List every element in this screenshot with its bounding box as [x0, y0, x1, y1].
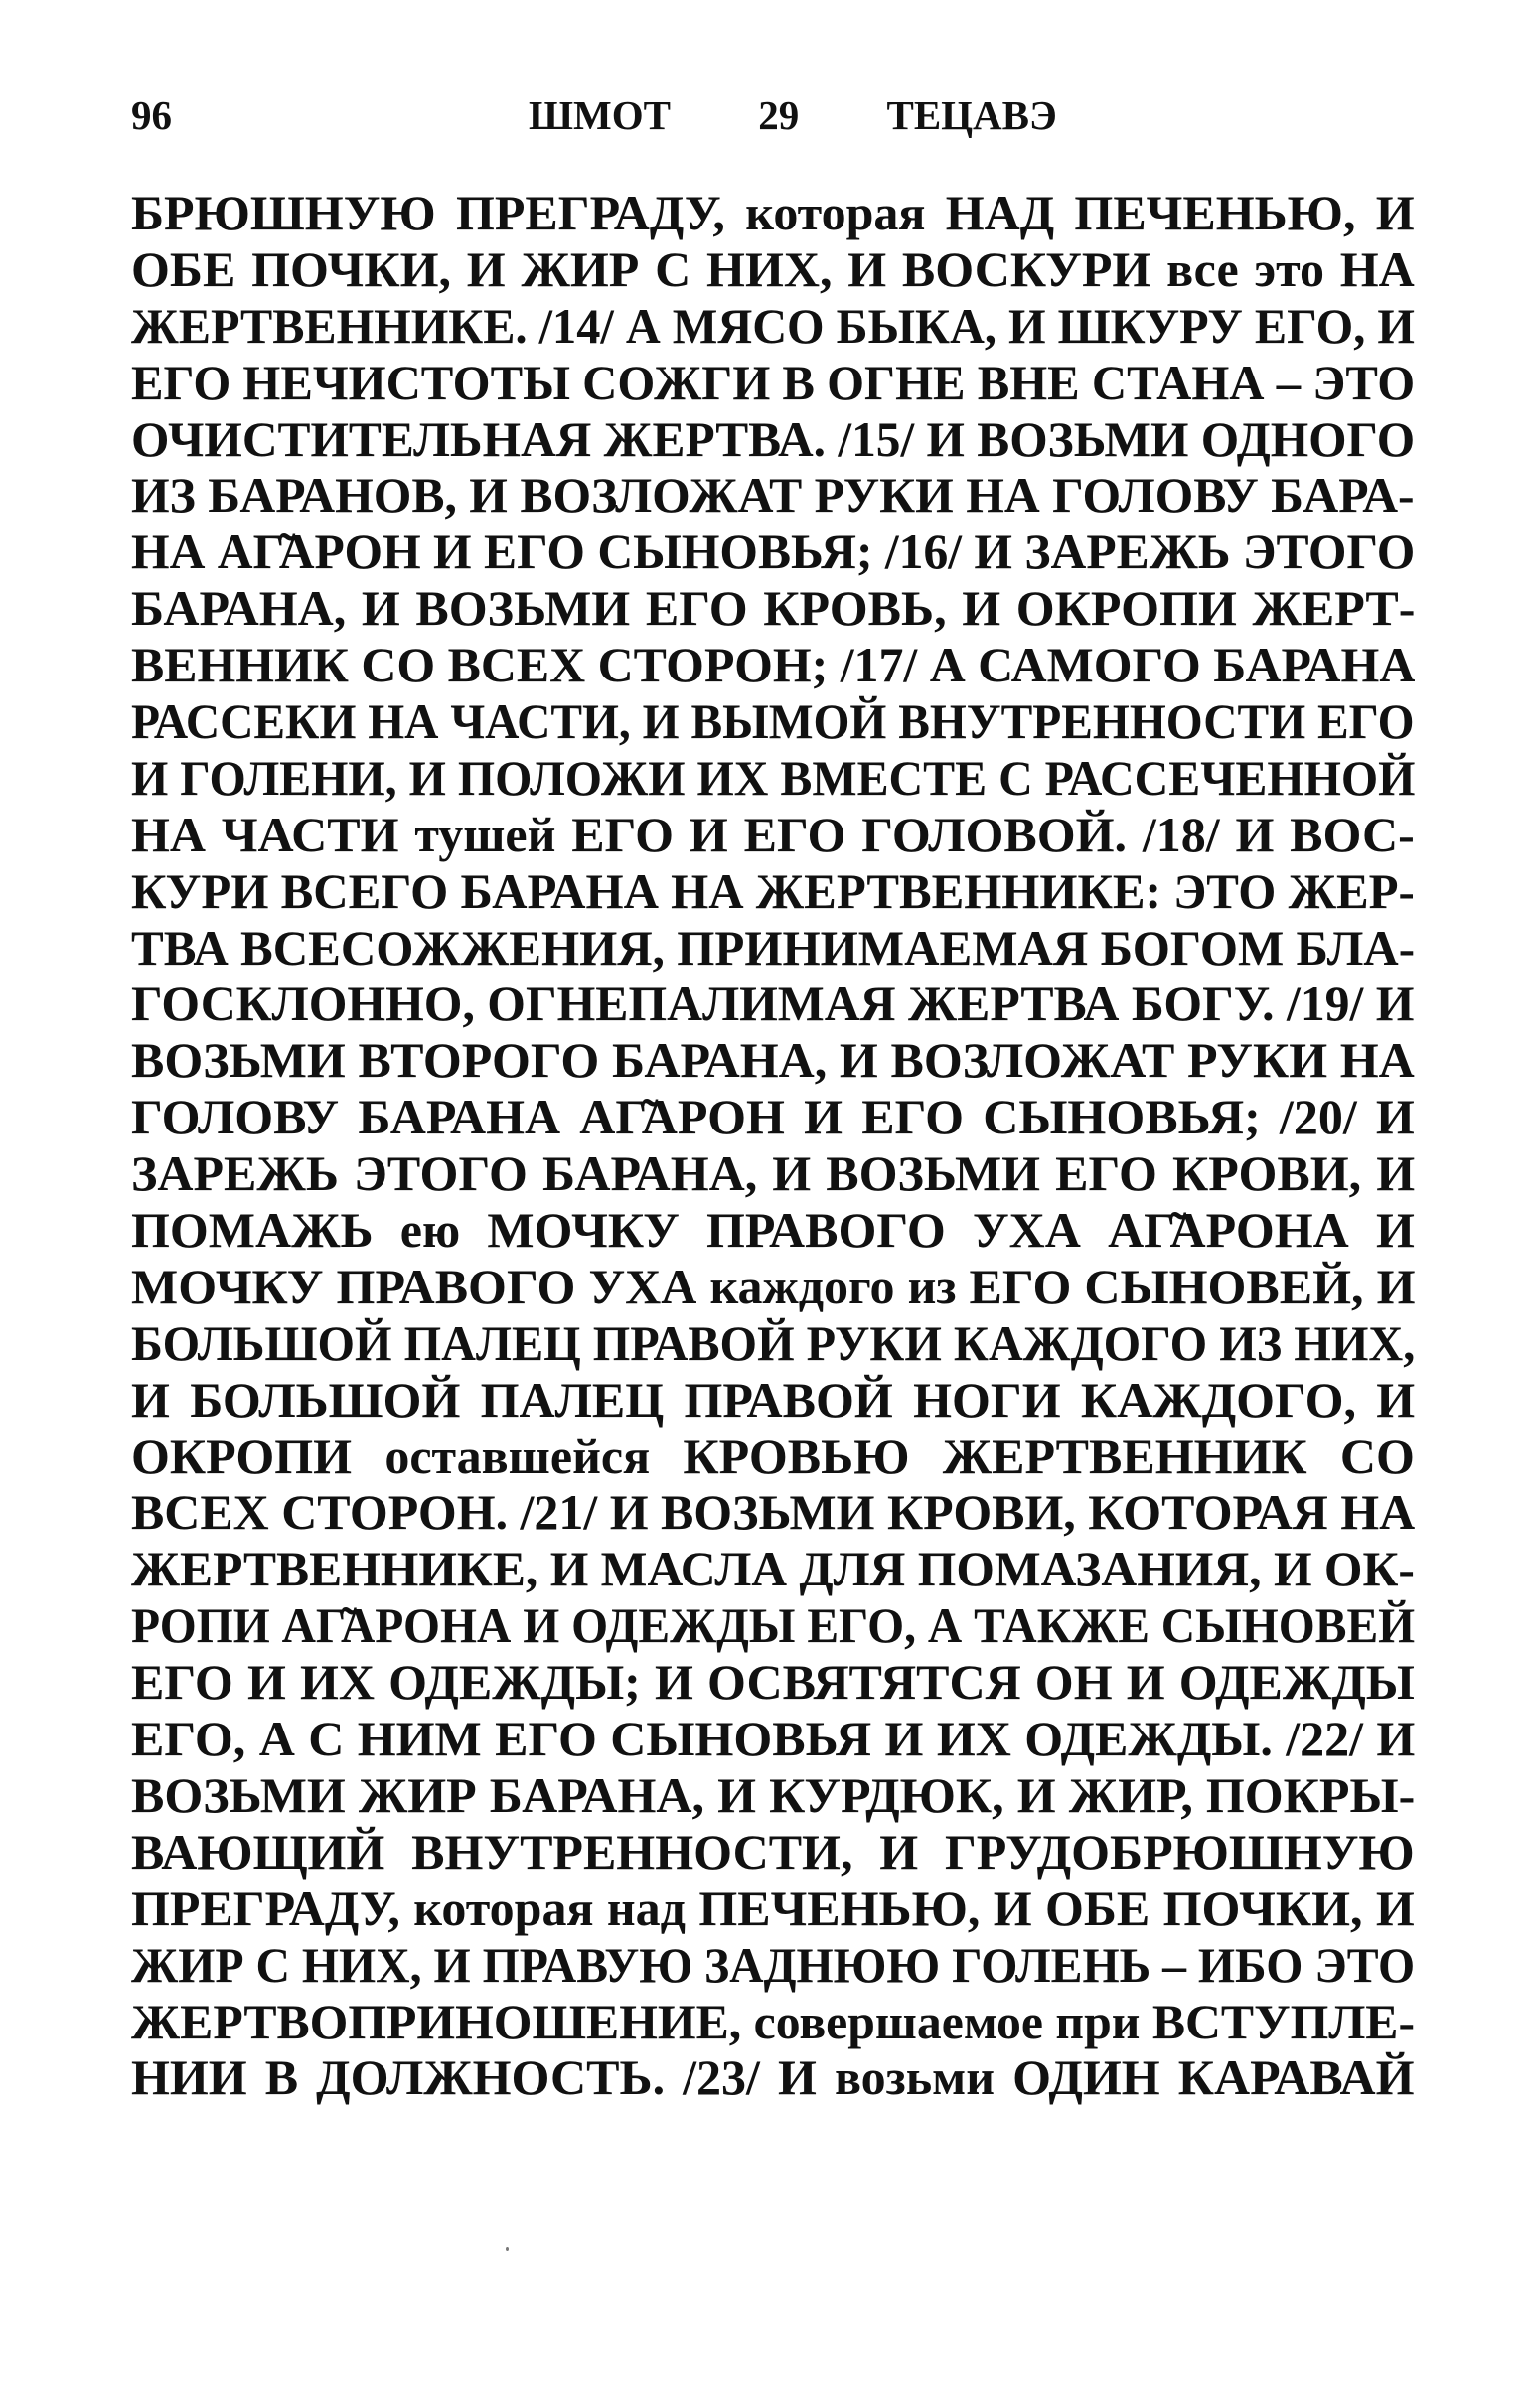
text-line: ВАЮЩИЙ ВНУТРЕННОСТИ, И ГРУДОБРЮШНУЮ	[131, 1823, 1415, 1880]
text-line: И ГОЛЕНИ, И ПОЛОЖИ ИХ ВМЕСТЕ С РАССЕЧЕННОЙ	[131, 749, 1416, 806]
text-line: ЖЕРТВЕННИКЕ. /14/ А МЯСО БЫКА, И ШКУРУ ЕГО, И	[131, 297, 1415, 354]
text-line: ОБЕ ПОЧКИ, И ЖИР С НИХ, И ВОСКУРИ все это НА	[131, 240, 1415, 297]
text-line: ГОСКЛОННО, ОГНЕПАЛИМАЯ ЖЕРТВА БОГУ. /19/ И	[131, 976, 1415, 1032]
text-line: ЕГО НЕЧИСТОТЫ СОЖГИ В ОГНЕ ВНЕ СТАНА – ЭТО	[131, 354, 1416, 410]
text-line: ВЕННИК СО ВСЕХ СТОРОН; /17/ А САМОГО БАРАНА	[131, 637, 1415, 693]
text-line: ВОЗЬМИ ЖИР БАРАНА, И КУРДЮК, И ЖИР, ПОКРЫ-	[131, 1766, 1415, 1823]
page-number: 96	[131, 92, 172, 138]
print-speck	[506, 2247, 509, 2251]
text-line: ВСЕХ СТОРОН. /21/ И ВОЗЬМИ КРОВИ, КОТОРАЯ НА	[131, 1484, 1416, 1541]
text-line: ВОЗЬМИ ВТОРОГО БАРАНА, И ВОЗЛОЖАТ РУКИ НА	[131, 1032, 1415, 1089]
text-line: ЖЕРТВЕННИКЕ, И МАСЛА ДЛЯ ПОМАЗАНИЯ, И ОК-	[131, 1541, 1415, 1597]
parasha-name: ТЕЦАВЭ	[886, 92, 1057, 138]
text-line: КУРИ ВСЕГО БАРАНА НА ЖЕРТВЕННИКЕ: ЭТО ЖЕР-	[131, 862, 1415, 919]
text-line: МОЧКУ ПРАВОГО УХА каждого из ЕГО СЫНОВЕЙ, И	[131, 1258, 1415, 1314]
text-line: ИЗ БАРАНОВ, И ВОЗЛОЖАТ РУКИ НА ГОЛОВУ БАРА-	[131, 467, 1415, 524]
text-line: НА ЧАСТИ тушей ЕГО И ЕГО ГОЛОВОЙ. /18/ И ВОС-	[131, 806, 1415, 862]
text-line: ЗАРЕЖЬ ЭТОГО БАРАНА, И ВОЗЬМИ ЕГО КРОВИ, И	[131, 1145, 1415, 1202]
text-line: ПОМАЖЬ ею МОЧКУ ПРАВОГО УХА АГ̃АРОНА И	[131, 1202, 1415, 1259]
text-line: ТВА ВСЕСОЖЖЕНИЯ, ПРИНИМАЕМАЯ БОГОМ БЛА-	[131, 919, 1415, 976]
text-line: И БОЛЬШОЙ ПАЛЕЦ ПРАВОЙ НОГИ КАЖДОГО, И	[131, 1371, 1415, 1428]
text-line: ЖЕРТВОПРИНОШЕНИЕ, совершаемое при ВСТУПЛЕ-	[131, 1993, 1415, 2049]
text-line: ОЧИСТИТЕЛЬНАЯ ЖЕРТВА. /15/ И ВОЗЬМИ ОДНОГО	[131, 410, 1416, 467]
text-line: ЕГО И ИХ ОДЕЖДЫ; И ОСВЯТЯТСЯ ОН И ОДЕЖДЫ	[131, 1654, 1415, 1711]
running-header	[131, 85, 1413, 145]
text-line: БРЮШНУЮ ПРЕГРАДУ, которая НАД ПЕЧЕНЬЮ, И	[131, 185, 1415, 240]
text-line: БОЛЬШОЙ ПАЛЕЦ ПРАВОЙ РУКИ КАЖДОГО ИЗ НИХ,	[131, 1314, 1416, 1371]
text-line: РОПИ АГ̃АРОНА И ОДЕЖДЫ ЕГО, А ТАКЖЕ СЫНОВЕЙ	[131, 1597, 1416, 1654]
running-title	[529, 85, 1057, 145]
chapter-number: 29	[758, 92, 800, 138]
body-text	[131, 185, 1415, 2106]
text-line: НА АГ̃АРОН И ЕГО СЫНОВЬЯ; /16/ И ЗАРЕЖЬ ЭТОГО	[131, 524, 1416, 580]
text-line: ГОЛОВУ БАРАНА АГ̃АРОН И ЕГО СЫНОВЬЯ; /20/ И	[131, 1089, 1415, 1145]
text-line: ПРЕГРАДУ, которая над ПЕЧЕНЬЮ, И ОБЕ ПОЧКИ, И	[131, 1880, 1415, 1936]
text-line: НИИ В ДОЛЖНОСТЬ. /23/ И возьми ОДИН КАРАВАЙ	[131, 2049, 1415, 2106]
text-line: ЖИР С НИХ, И ПРАВУЮ ЗАДНЮЮ ГОЛЕНЬ – ИБО ЭТО	[131, 1936, 1415, 1993]
text-line: БАРАНА, И ВОЗЬМИ ЕГО КРОВЬ, И ОКРОПИ ЖЕРТ-	[131, 580, 1415, 637]
text-line: ОКРОПИ оставшейся КРОВЬЮ ЖЕРТВЕННИК СО	[131, 1428, 1415, 1484]
book-name: ШМОТ	[529, 92, 671, 138]
text-line: РАССЕКИ НА ЧАСТИ, И ВЫМОЙ ВНУТРЕННОСТИ ЕГО	[131, 693, 1415, 750]
text-line: ЕГО, А С НИМ ЕГО СЫНОВЬЯ И ИХ ОДЕЖДЫ. /22/ И	[131, 1711, 1415, 1767]
